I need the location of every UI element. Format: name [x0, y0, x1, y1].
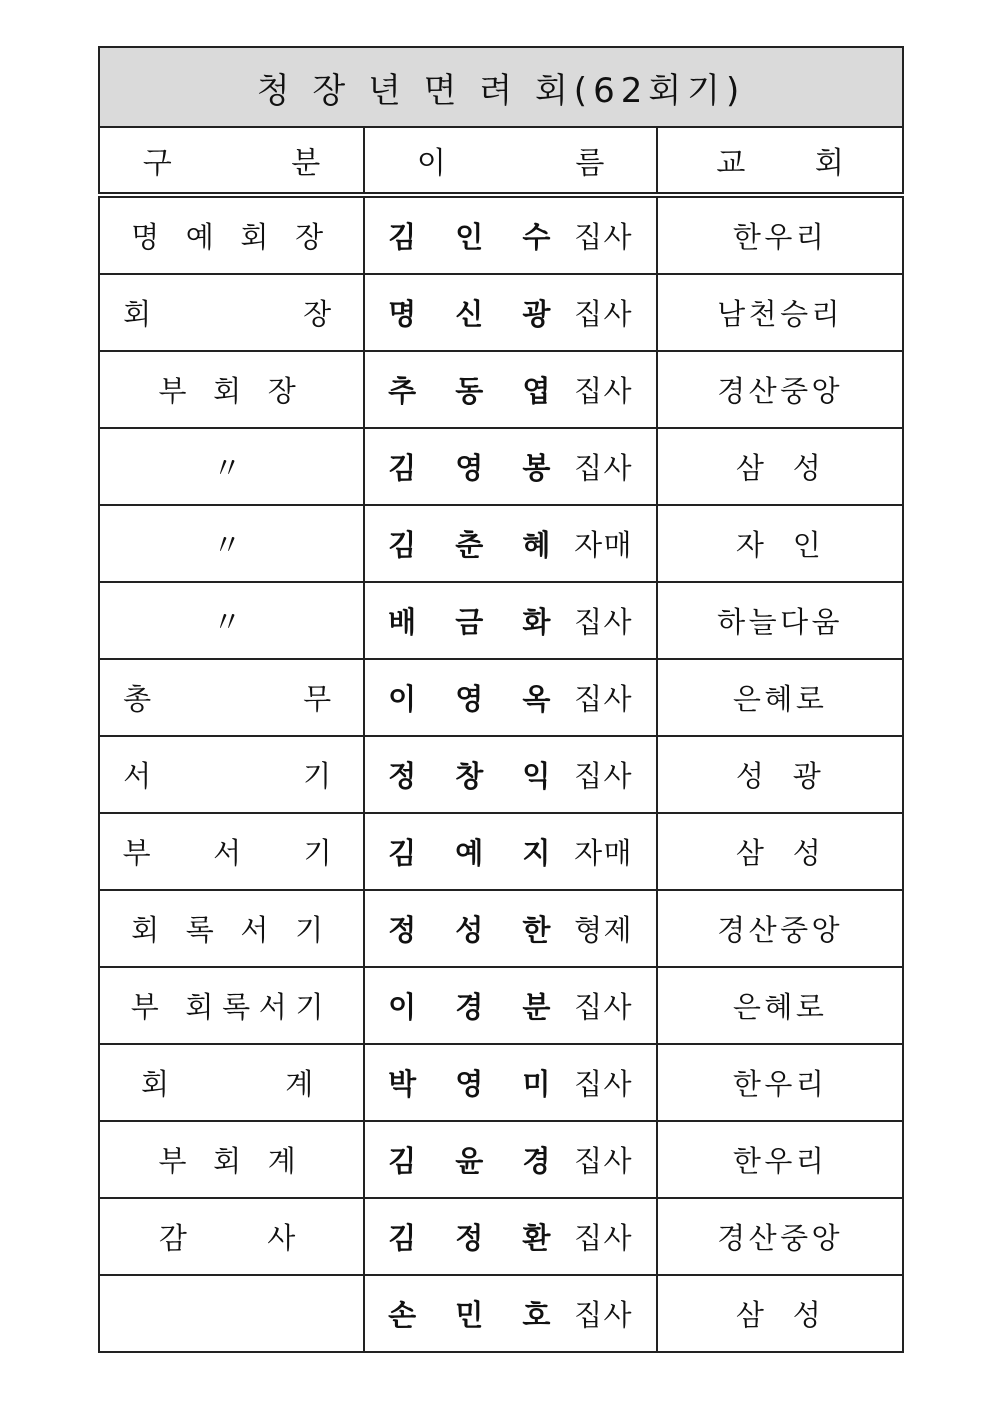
role-cell: 명 예 회 장 — [99, 195, 364, 274]
person-name: 김 예 지 — [388, 836, 565, 870]
table-row — [99, 274, 903, 351]
person-title: 집사 — [574, 1067, 634, 1101]
table-row — [99, 1198, 903, 1275]
roster-body — [99, 195, 903, 1352]
church-cell: 삼 성 — [657, 428, 903, 505]
role-cell: 부 회 장 — [99, 351, 364, 428]
name-cell — [364, 351, 657, 428]
role-cell: 회 장 — [99, 274, 364, 351]
title-row — [99, 47, 903, 127]
role-cell: 부 회 계 — [99, 1121, 364, 1198]
person-title: 집사 — [574, 1144, 634, 1178]
person-title: 집사 — [574, 605, 634, 639]
person-name: 추 동 엽 — [388, 374, 565, 408]
name-cell — [364, 813, 657, 890]
church-cell: 삼 성 — [657, 813, 903, 890]
table-row — [99, 428, 903, 505]
person-name: 김 춘 혜 — [388, 528, 565, 562]
role-cell: 회 록 서 기 — [99, 890, 364, 967]
role-cell — [99, 1275, 364, 1352]
church-cell: 남천승리 — [657, 274, 903, 351]
table-row — [99, 1044, 903, 1121]
person-title: 집사 — [574, 990, 634, 1024]
name-cell — [364, 274, 657, 351]
roster-table — [98, 46, 904, 1353]
person-title: 집사 — [574, 374, 634, 408]
person-title: 집사 — [574, 682, 634, 716]
person-name: 김 윤 경 — [388, 1144, 565, 1178]
name-cell — [364, 890, 657, 967]
role-cell: 회 계 — [99, 1044, 364, 1121]
name-cell — [364, 428, 657, 505]
role-cell: 총 무 — [99, 659, 364, 736]
role-cell: 감 사 — [99, 1198, 364, 1275]
person-title: 형제 — [574, 913, 634, 947]
church-cell: 한우리 — [657, 1121, 903, 1198]
name-cell — [364, 1044, 657, 1121]
role-cell: 서 기 — [99, 736, 364, 813]
person-name: 배 금 화 — [388, 605, 565, 639]
church-cell: 하늘다움 — [657, 582, 903, 659]
name-cell — [364, 1121, 657, 1198]
person-title: 자매 — [574, 528, 634, 562]
church-cell: 삼 성 — [657, 1275, 903, 1352]
person-name: 김 인 수 — [388, 220, 565, 254]
role-cell: 부 서 기 — [99, 813, 364, 890]
table-row — [99, 351, 903, 428]
person-title: 집사 — [574, 220, 634, 254]
church-cell: 경산중앙 — [657, 351, 903, 428]
person-name: 김 영 봉 — [388, 451, 565, 485]
header-role: 구 분 — [99, 127, 364, 195]
role-cell: 〃 — [99, 505, 364, 582]
table-row — [99, 813, 903, 890]
church-cell: 한우리 — [657, 1044, 903, 1121]
header-name: 이 름 — [364, 127, 657, 195]
church-cell: 은혜로 — [657, 967, 903, 1044]
church-cell: 성 광 — [657, 736, 903, 813]
table-row — [99, 582, 903, 659]
name-cell — [364, 195, 657, 274]
person-title: 집사 — [574, 759, 634, 793]
table-row — [99, 505, 903, 582]
role-cell: 〃 — [99, 428, 364, 505]
role-cell: 〃 — [99, 582, 364, 659]
person-title: 집사 — [574, 297, 634, 331]
table-row — [99, 967, 903, 1044]
person-title: 집사 — [574, 451, 634, 485]
person-name: 이 경 분 — [388, 990, 565, 1024]
table-title: 청 장 년 면 려 회(62회기) — [99, 47, 903, 127]
table-row — [99, 659, 903, 736]
church-cell: 경산중앙 — [657, 890, 903, 967]
church-cell: 경산중앙 — [657, 1198, 903, 1275]
table-row — [99, 195, 903, 274]
name-cell — [364, 736, 657, 813]
name-cell — [364, 582, 657, 659]
header-church: 교 회 — [657, 127, 903, 195]
person-name: 이 영 옥 — [388, 682, 565, 716]
name-cell — [364, 1275, 657, 1352]
person-name: 박 영 미 — [388, 1067, 565, 1101]
church-cell: 한우리 — [657, 195, 903, 274]
person-title: 자매 — [574, 836, 634, 870]
name-cell — [364, 967, 657, 1044]
church-cell: 자 인 — [657, 505, 903, 582]
person-title: 집사 — [574, 1221, 634, 1255]
church-cell: 은혜로 — [657, 659, 903, 736]
person-name: 명 신 광 — [388, 297, 565, 331]
table-row — [99, 1275, 903, 1352]
role-cell: 부 회록서기 — [99, 967, 364, 1044]
name-cell — [364, 1198, 657, 1275]
table-row — [99, 1121, 903, 1198]
name-cell — [364, 659, 657, 736]
person-name: 손 민 호 — [388, 1298, 565, 1332]
person-name: 정 성 한 — [388, 913, 565, 947]
table-row — [99, 890, 903, 967]
name-cell — [364, 505, 657, 582]
person-title: 집사 — [574, 1298, 634, 1332]
table-row — [99, 736, 903, 813]
header-row — [99, 127, 903, 195]
person-name: 김 정 환 — [388, 1221, 565, 1255]
person-name: 정 창 익 — [388, 759, 565, 793]
